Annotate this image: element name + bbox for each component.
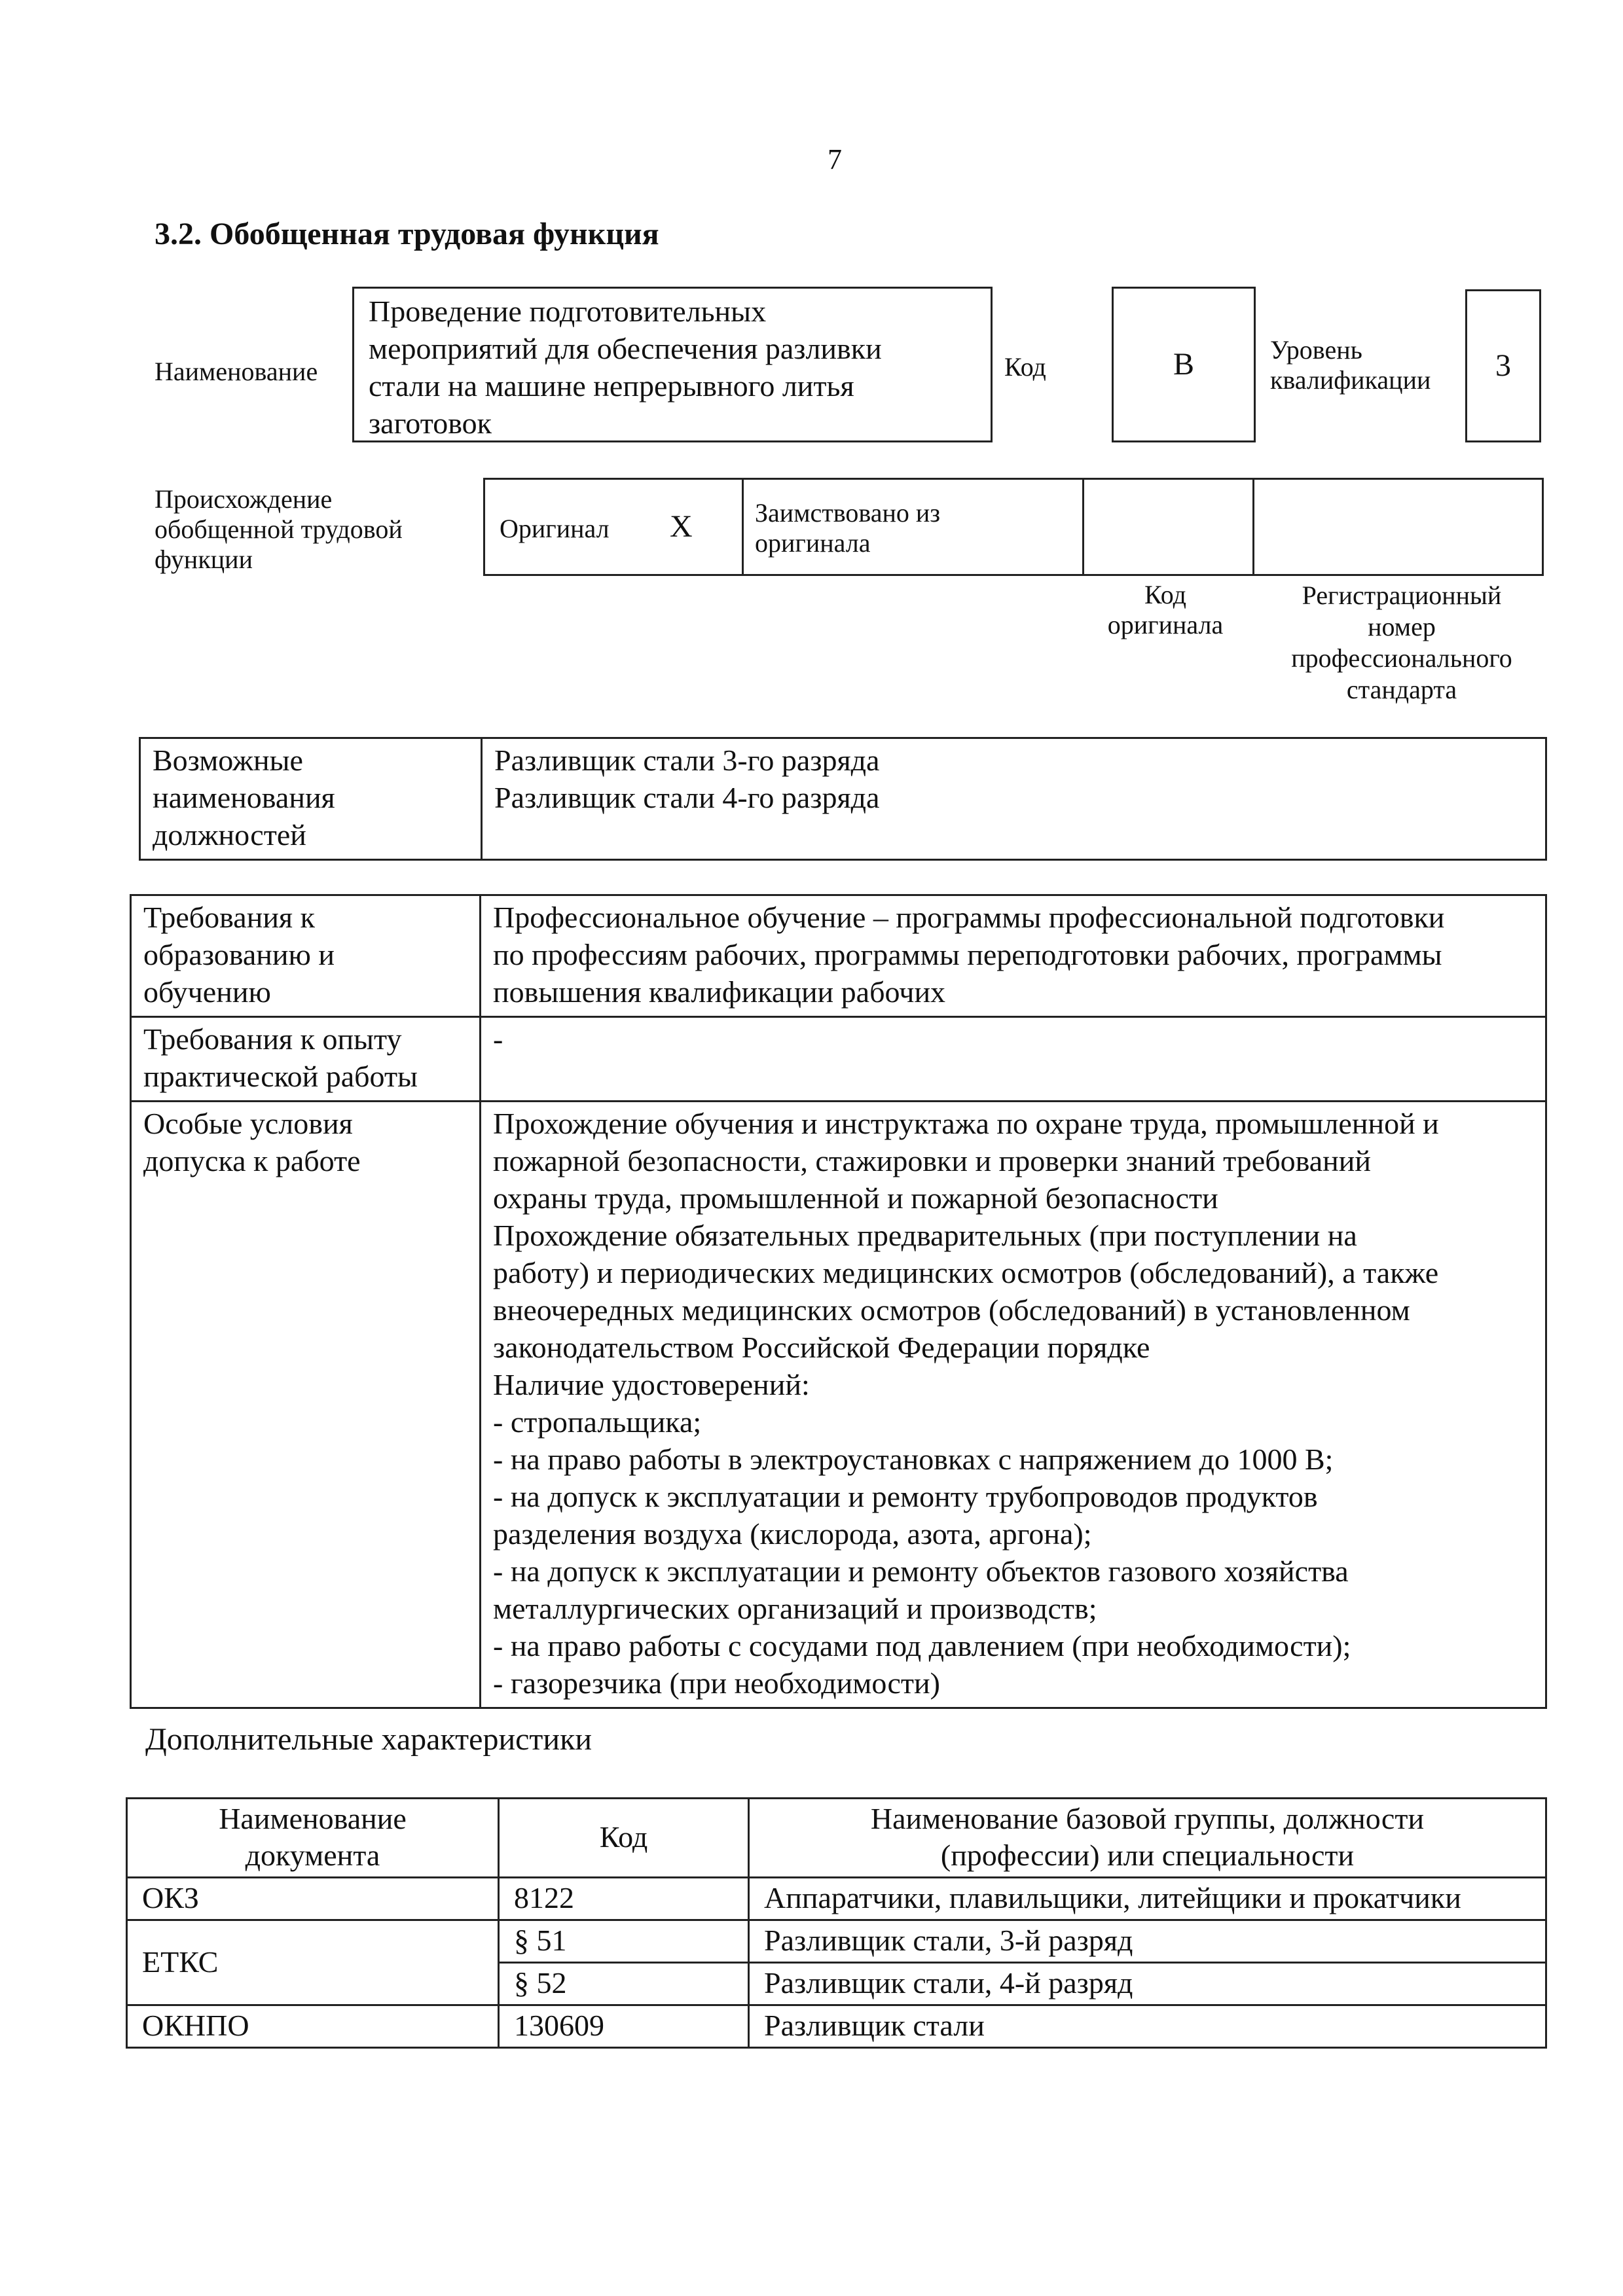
admission-conditions-value: Прохождение обучения и инструктажа по охране труда, промышленной и пожарной безопасности, стажировки и проверки знаний требований охраны труда, промышленной и пожарной безопасности Прохождение обязательных предварительных (при поступлении на работу) и периодических медицинских осмотров (обследований), а также внеочередных медицинских осмотров (обследований) в установленном законодательством Российской Федерации порядке Наличие удостоверений: - стропальщика; - на право работы в электроустановках с напряжением до 1000 В; - на допуск к эксплуатации и ремонту трубопроводов продуктов разделения воздуха (кислорода, азота, аргона); - на допуск к эксплуатации и ремонту объектов газового хозяйства металлургических организаций и производств; - на право работы с сосудами под давлением (при необходимости); - газорезчика (при необходимости) bbox=[481, 1102, 1546, 1708]
group-name-cell: Разливщик стали, 4-й разряд bbox=[749, 1963, 1546, 2005]
admission-conditions-label: Особые условия допуска к работе bbox=[131, 1102, 481, 1708]
code-value: В bbox=[1112, 287, 1256, 442]
table-row bbox=[127, 2005, 1546, 2048]
group-name-cell: Разливщик стали bbox=[749, 2005, 1546, 2048]
column-header-group-name: Наименование базовой группы, должности (профессии) или специальности bbox=[749, 1799, 1546, 1878]
registration-number-caption: Регистрационный номер профессионального стандарта bbox=[1291, 581, 1512, 704]
table-row bbox=[140, 738, 1546, 860]
experience-requirements-label: Требования к опыту практической работы bbox=[131, 1017, 481, 1102]
additional-characteristics-table bbox=[126, 1797, 1547, 2049]
requirements-table bbox=[130, 894, 1547, 1709]
origin-box bbox=[483, 478, 1544, 576]
code-cell: 8122 bbox=[499, 1878, 749, 1920]
original-label: Оригинал bbox=[500, 514, 610, 543]
page-number: 7 bbox=[828, 143, 842, 175]
group-name-cell: Разливщик стали, 3-й разряд bbox=[749, 1920, 1546, 1963]
positions-label: Возможные наименования должностей bbox=[140, 738, 482, 860]
group-name-cell: Аппаратчики, плавильщики, литейщики и прокатчики bbox=[749, 1878, 1546, 1920]
education-requirements-label: Требования к образованию и обучению bbox=[131, 895, 481, 1017]
table-row bbox=[131, 1102, 1546, 1708]
code-cell: § 52 bbox=[499, 1963, 749, 2005]
original-mark: X bbox=[670, 509, 693, 544]
positions-table bbox=[139, 737, 1547, 861]
original-code-caption: Код оригинала bbox=[1107, 580, 1224, 639]
origin-divider bbox=[1082, 480, 1084, 574]
document-cell: ЕТКС bbox=[127, 1920, 499, 2005]
document-cell: ОКНПО bbox=[127, 2005, 499, 2048]
section-title: 3.2. Обобщенная трудовая функция bbox=[155, 217, 659, 251]
origin-label: Происхождение обобщенной трудовой функции bbox=[155, 484, 403, 574]
code-cell: 130609 bbox=[499, 2005, 749, 2048]
table-row bbox=[127, 1920, 1546, 1963]
column-header-document: Наименование документа bbox=[127, 1799, 499, 1878]
name-text: Проведение подготовительных мероприятий для обеспечения разливки стали на машине непрерывного литья заготовок bbox=[369, 295, 882, 440]
experience-requirements-value: - bbox=[481, 1017, 1546, 1102]
code-cell: § 51 bbox=[499, 1920, 749, 1963]
positions-value: Разливщик стали 3-го разряда Разливщик стали 4-го разряда bbox=[482, 738, 1546, 860]
name-box bbox=[352, 287, 993, 442]
additional-characteristics-title: Дополнительные характеристики bbox=[145, 1722, 593, 1757]
column-header-code: Код bbox=[499, 1799, 749, 1878]
table-row bbox=[131, 895, 1546, 1017]
table-row bbox=[131, 1017, 1546, 1102]
origin-divider bbox=[742, 480, 744, 574]
name-label: Наименование bbox=[155, 357, 318, 386]
code-label: Код bbox=[1004, 352, 1046, 382]
table-header-row bbox=[127, 1799, 1546, 1878]
education-requirements-value: Профессиональное обучение – программы профессиональной подготовки по профессиям рабочих, программы переподготовки рабочих, программы повышения квалификации рабочих bbox=[481, 895, 1546, 1017]
table-row bbox=[127, 1878, 1546, 1920]
origin-divider bbox=[1252, 480, 1254, 574]
borrowed-label: Заимствовано из оригинала bbox=[755, 498, 941, 558]
document-cell: ОКЗ bbox=[127, 1878, 499, 1920]
qualification-level-value: 3 bbox=[1465, 289, 1541, 442]
qualification-level-label: Уровень квалификации bbox=[1270, 335, 1431, 395]
